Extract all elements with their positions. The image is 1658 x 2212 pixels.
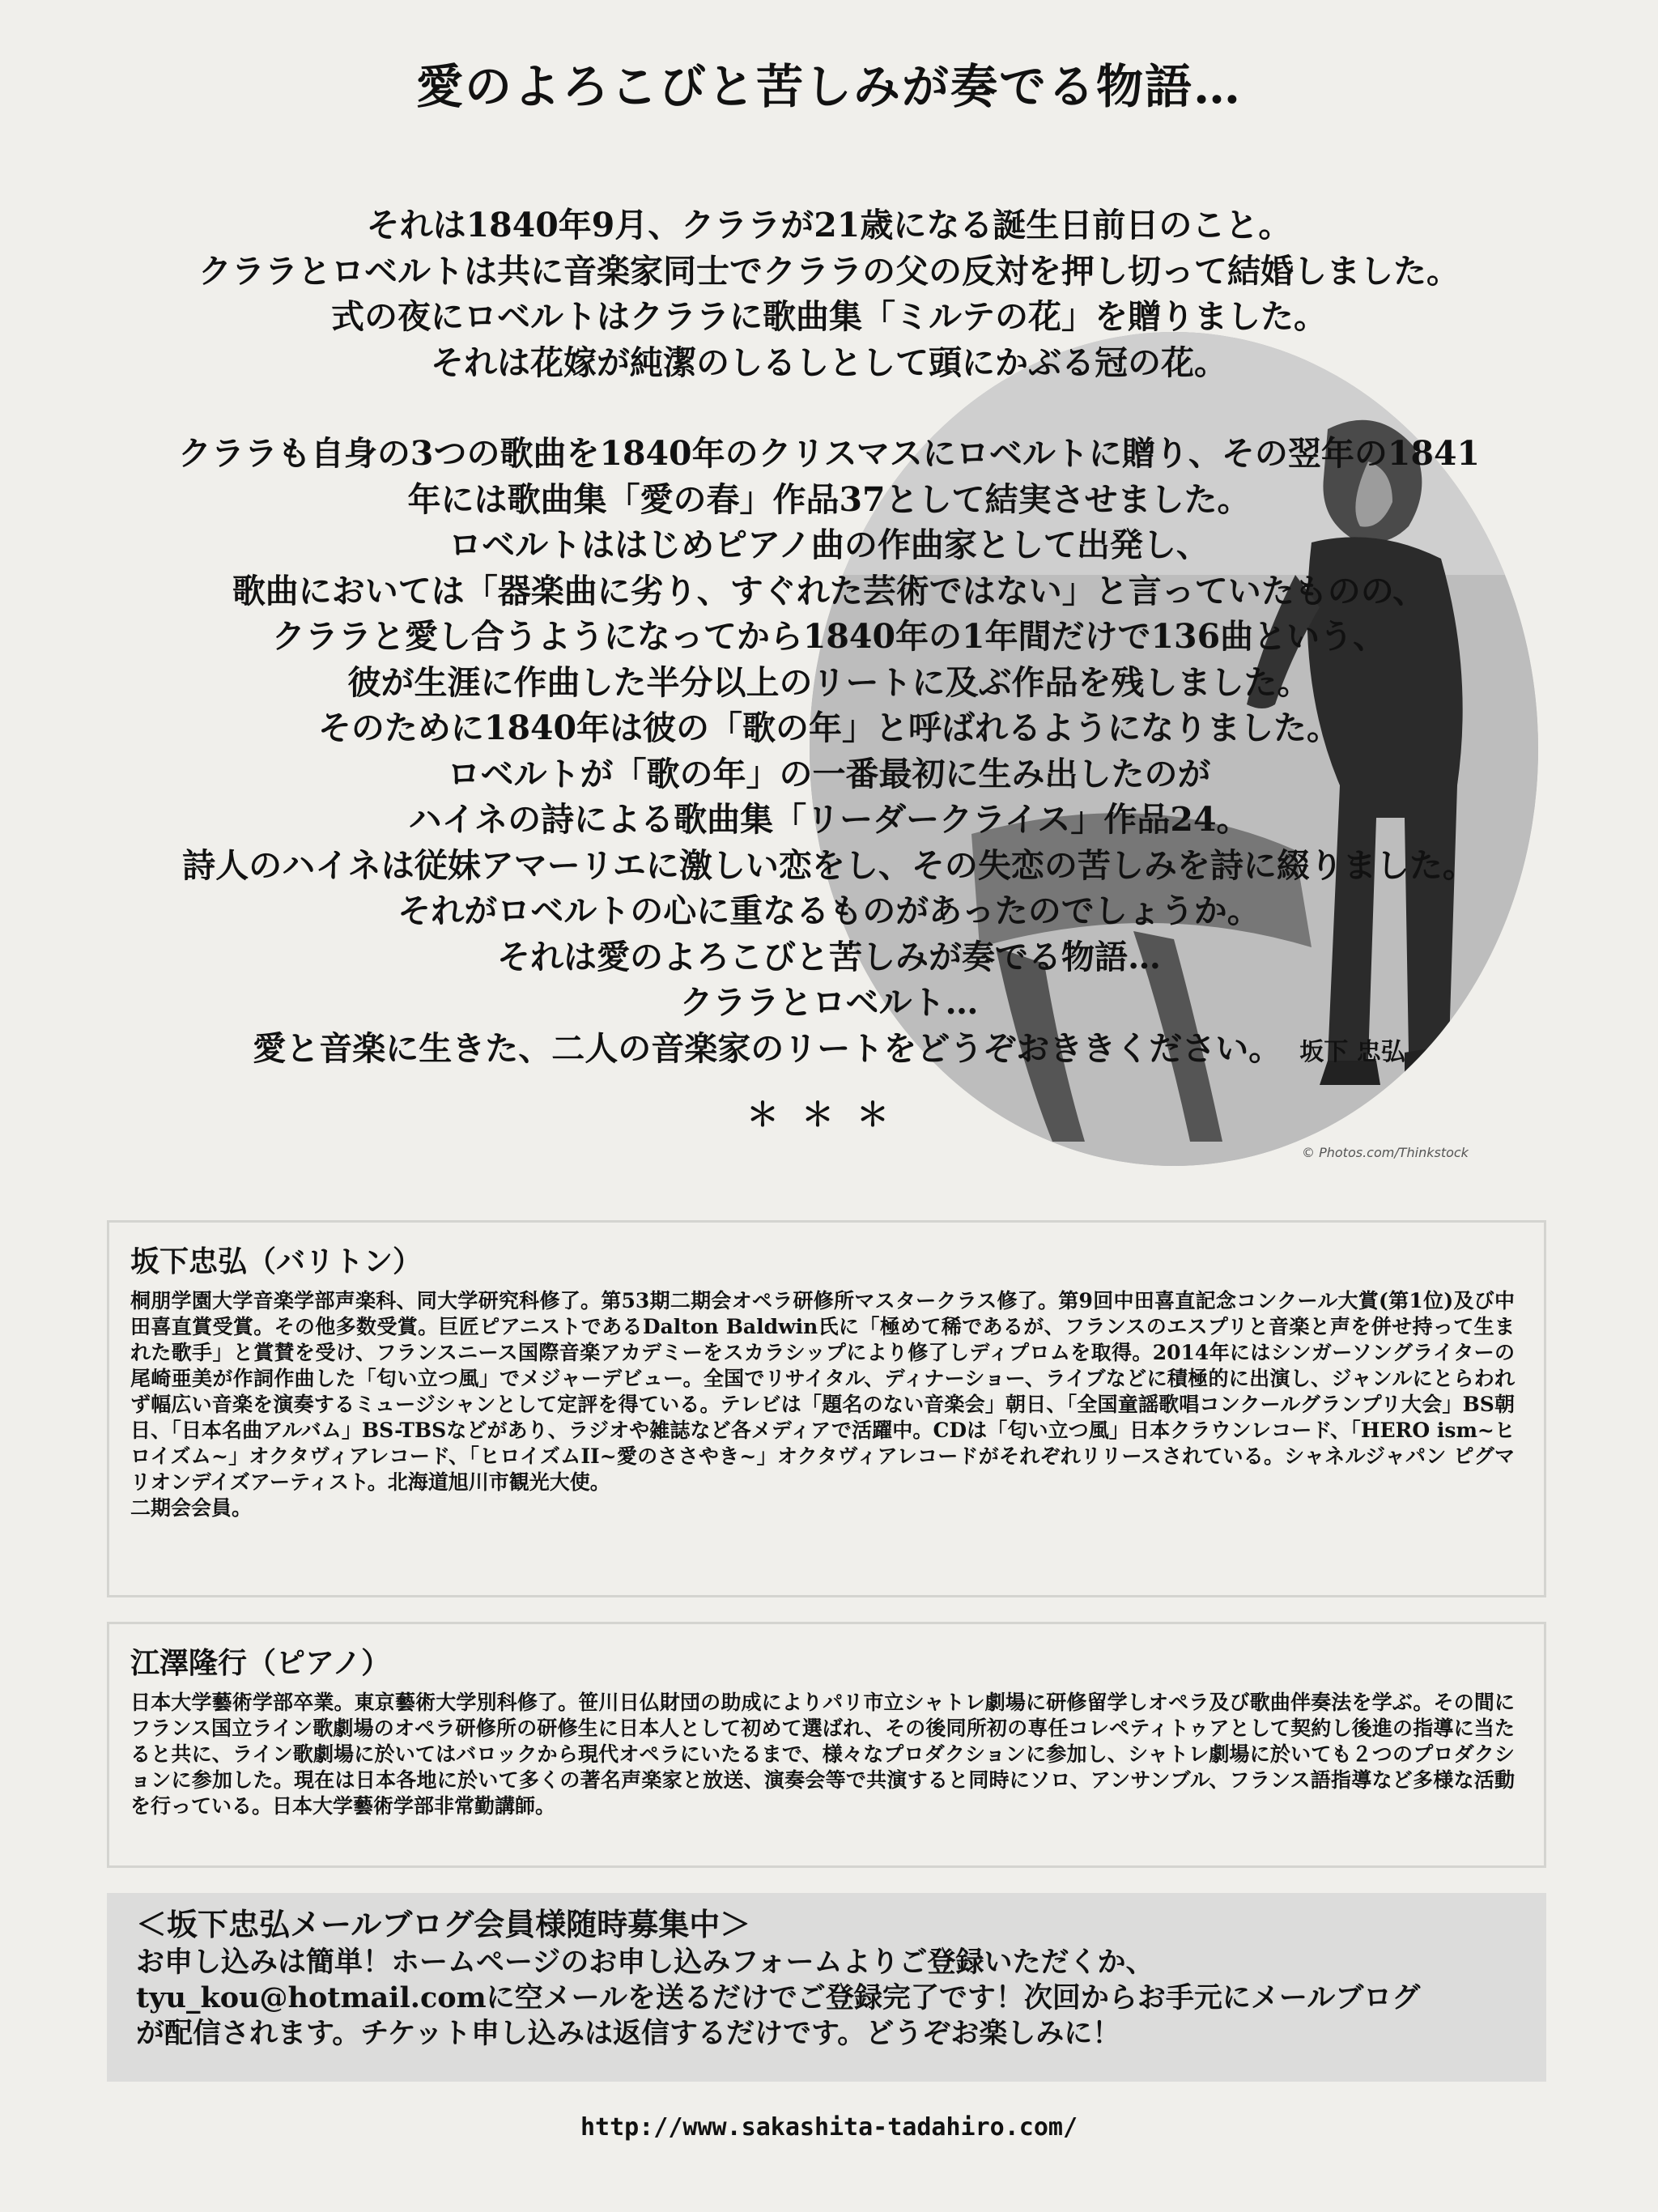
- notice-title: ＜坂下忠弘メールブログ会員様随時募集中＞: [136, 1906, 751, 1942]
- bio-text-baritone-membership: 二期会会員。: [130, 1496, 253, 1520]
- story-line-final: [49, 1026, 1609, 1076]
- story-line: 式の夜にロベルトはクララに歌曲集「ミルテの花」を贈りました。: [331, 297, 1327, 336]
- story-line: クララとロベルトは共に音楽家同士でクララの父の反対を押し切って結婚しました。: [198, 251, 1460, 291]
- story-line: ハイネの詩による歌曲集「リーダークライス」作品24。: [408, 800, 1250, 839]
- story-line-text: 愛と音楽に生きた、二人の音楽家のリートをどうぞおききください。: [253, 1028, 1282, 1068]
- notice-line: tyu_kou@hotmail.comに空メールを送るだけでご登録完了です！次回からお手元にメールブログ: [136, 1981, 1421, 2014]
- story-line: ロベルトが「歌の年」の一番最初に生み出したのが: [447, 754, 1211, 793]
- mail-blog-notice: [107, 1893, 1546, 2082]
- story-line: それがロベルトの心に重なるものがあったのでしょうか。: [397, 891, 1261, 930]
- website-link[interactable]: http://www.sakashita-tadahiro.com/: [580, 2113, 1078, 2142]
- story-line: それは愛のよろこびと苦しみが奏でる物語…: [497, 937, 1161, 976]
- paragraph-gap: [49, 385, 1609, 431]
- page-title: 愛のよろこびと苦しみが奏でる物語…: [415, 59, 1242, 114]
- bio-text-piano: 日本大学藝術学部卒業。東京藝術大学別科修了。笹川日仏財団の助成によりパリ市立シャトレ劇場に研修留学しオペラ及び歌曲伴奏法を学ぶ。その間にフランス国立ライン歌劇場のオペラ研修所の研修生に日本人として初めて選ばれ、その後同所初の専任コレペティトゥアとして契約し後進の指導に当たると共に、ライン歌劇場に於いてはバロックから現代オペラにいたるまで、様々なプロダクションに参加し、シャトレ劇場に於いても２つのプロダクションに参加した。現在は日本各地に於いて多くの著名声楽家と放送、演奏会等で共演すると同時にソロ、アンサンブル、フランス語指導など多様な活動を行っている。日本大学藝術学部非常勤講師。: [130, 1691, 1515, 1818]
- photo-credit: © Photos.com/Thinkstock: [1302, 1145, 1469, 1160]
- story-text: [49, 202, 1609, 1075]
- story-line: そのために1840年は彼の「歌の年」と呼ばれるようになりました。: [317, 708, 1341, 747]
- signature: 坂下 忠弘: [1299, 1037, 1405, 1066]
- story-line: クララとロベルト…: [679, 983, 979, 1022]
- notice-line: お申し込みは簡単！ホームページのお申し込みフォームよりご登録いただくか、: [136, 1946, 1154, 1979]
- bio-text-baritone: 桐朋学園大学音楽学部声楽科、同大学研究科修了。第53期二期会オペラ研修所マスタークラス修了。第9回中田喜直記念コンクール大賞(第1位)及び中田喜直賞受賞。その他多数受賞。巨匠ピアニストであるDalton Baldwin氏に「極めて稀であるが、フランスのエスプリと音楽と声を併せ持って生まれた歌手」と賞賛を受け、フランスニース国際音楽アカデミーをスカラシップにより修了しディプロムを取得。2014年にはシンガーソングライターの尾崎亜美が作詞作曲した「匂い立つ風」でメジャーデビュー。全国でリサイタル、ディナーショー、ライブなどに積極的に出演し、ジャンルにとらわれず幅広い音楽を演奏するミュージシャンとして定評を得ている。テレビは「題名のない音楽会」朝日、「全国童謡歌唱コンクールグランプリ大会」BS朝日、「日本名曲アルバム」BS-TBSなどがあり、ラジオや雑誌など各メディアで活躍中。CDは「匂い立つ風」日本クラウンレコード、「HERO ism~ヒロイズム~」オクタヴィアレコード、「ヒロイズムII~愛のささやき~」オクタヴィアレコードがそれぞれリリースされている。シャネルジャパン ピグマリオンデイズアーティスト。北海道旭川市観光大使。: [130, 1289, 1515, 1494]
- story-line: 歌曲においては「器楽曲に劣り、すぐれた芸術ではない」と言っていたものの、: [232, 571, 1426, 610]
- bio-box-baritone: [107, 1220, 1546, 1597]
- story-line: 詩人のハイネは従妹アマーリエに激しい恋をし、その失恋の苦しみを詩に綴りました。: [182, 845, 1476, 885]
- notice-line: が配信されます。チケット申し込みは返信するだけです。どうぞお楽しみに！: [136, 2017, 1121, 2050]
- bio-heading-piano: 江澤隆行（ピアノ）: [130, 1646, 391, 1680]
- stars-divider: ＊＊＊: [746, 1095, 912, 1134]
- story-line: ロベルトははじめピアノ曲の作曲家として出発し、: [449, 525, 1209, 564]
- story-line: クララも自身の3つの歌曲を1840年のクリスマスにロベルトに贈り、その翌年の1841: [177, 434, 1481, 473]
- story-line: 彼が生涯に作曲した半分以上のリートに及ぶ作品を残しました。: [347, 662, 1311, 702]
- bio-box-piano: [107, 1622, 1546, 1868]
- story-line: クララと愛し合うようになってから1840年の1年間だけで136曲という、: [271, 617, 1387, 656]
- story-line: 年には歌曲集「愛の春」作品37として結実させました。: [407, 479, 1251, 519]
- bio-heading-baritone: 坂下忠弘（バリトン）: [130, 1244, 423, 1278]
- story-line: それは1840年9月、クララが21歳になる誕生日前日のこと。: [366, 206, 1292, 245]
- story-line: それは花嫁が純潔のしるしとして頭にかぶる冠の花。: [431, 342, 1227, 382]
